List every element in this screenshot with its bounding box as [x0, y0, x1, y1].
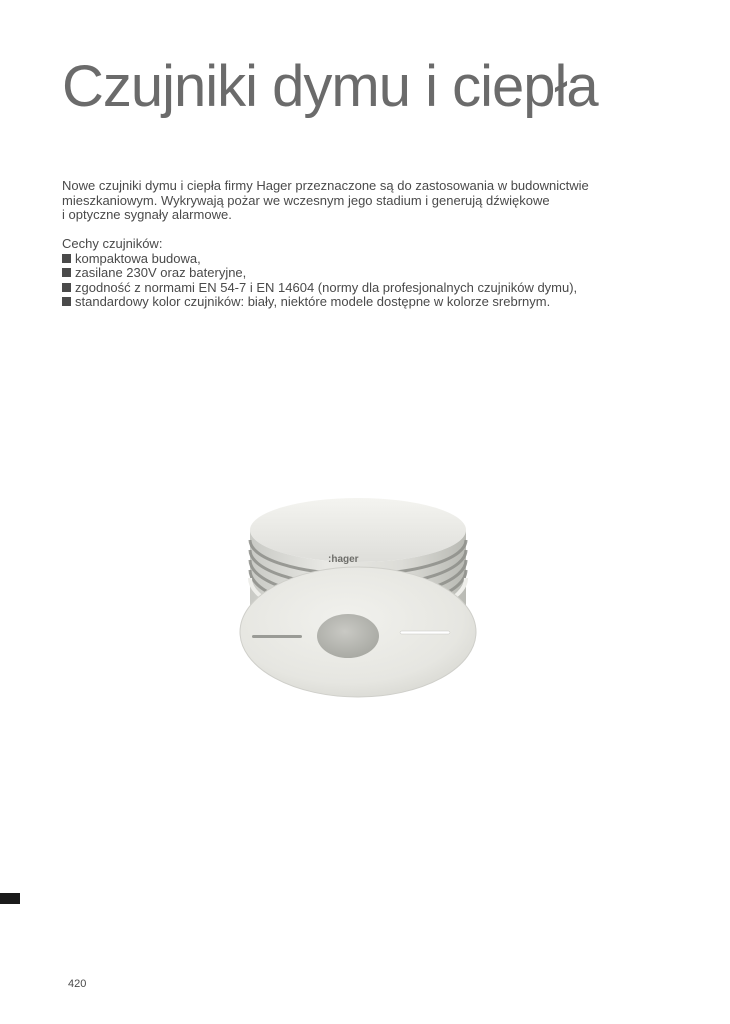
list-item [62, 281, 682, 296]
left-slot [252, 635, 302, 638]
intro-line: Nowe czujniki dymu i ciepła firmy Hager przeznaczone są do zastosowania w budownictwie [62, 178, 589, 193]
features-section [62, 237, 682, 310]
list-item-text: kompaktowa budowa, [75, 250, 201, 266]
list-item [62, 266, 682, 281]
intro-paragraph [62, 179, 682, 223]
list-item-text: zgodność z normami EN 54-7 i EN 14604 (normy dla profesjonalnych czujników dymu), [75, 279, 578, 295]
list-item [62, 252, 682, 267]
features-list [62, 252, 682, 310]
intro-line: mieszkaniowym. Wykrywają pożar we wczesnym jego stadium i generują dźwiękowe [62, 192, 550, 208]
square-bullet-icon [62, 283, 71, 292]
square-bullet-icon [62, 254, 71, 263]
right-slot [400, 631, 450, 634]
page-number: 420 [68, 978, 87, 990]
list-item [62, 295, 682, 310]
intro-line: i optyczne sygnały alarmowe. [62, 207, 232, 222]
page-title: Czujniki dymu i ciepła [62, 54, 598, 119]
section-tab-marker [0, 893, 20, 904]
brand-logo: :hager [328, 554, 359, 565]
smoke-detector-image [230, 490, 480, 705]
list-item-text: standardowy kolor czujników: biały, niektóre modele dostępne w kolorze srebrnym. [75, 294, 551, 309]
list-item-text: zasilane 230V oraz bateryjne, [75, 265, 247, 280]
square-bullet-icon [62, 268, 71, 277]
square-bullet-icon [62, 297, 71, 306]
features-heading: Cechy czujników: [62, 236, 163, 251]
